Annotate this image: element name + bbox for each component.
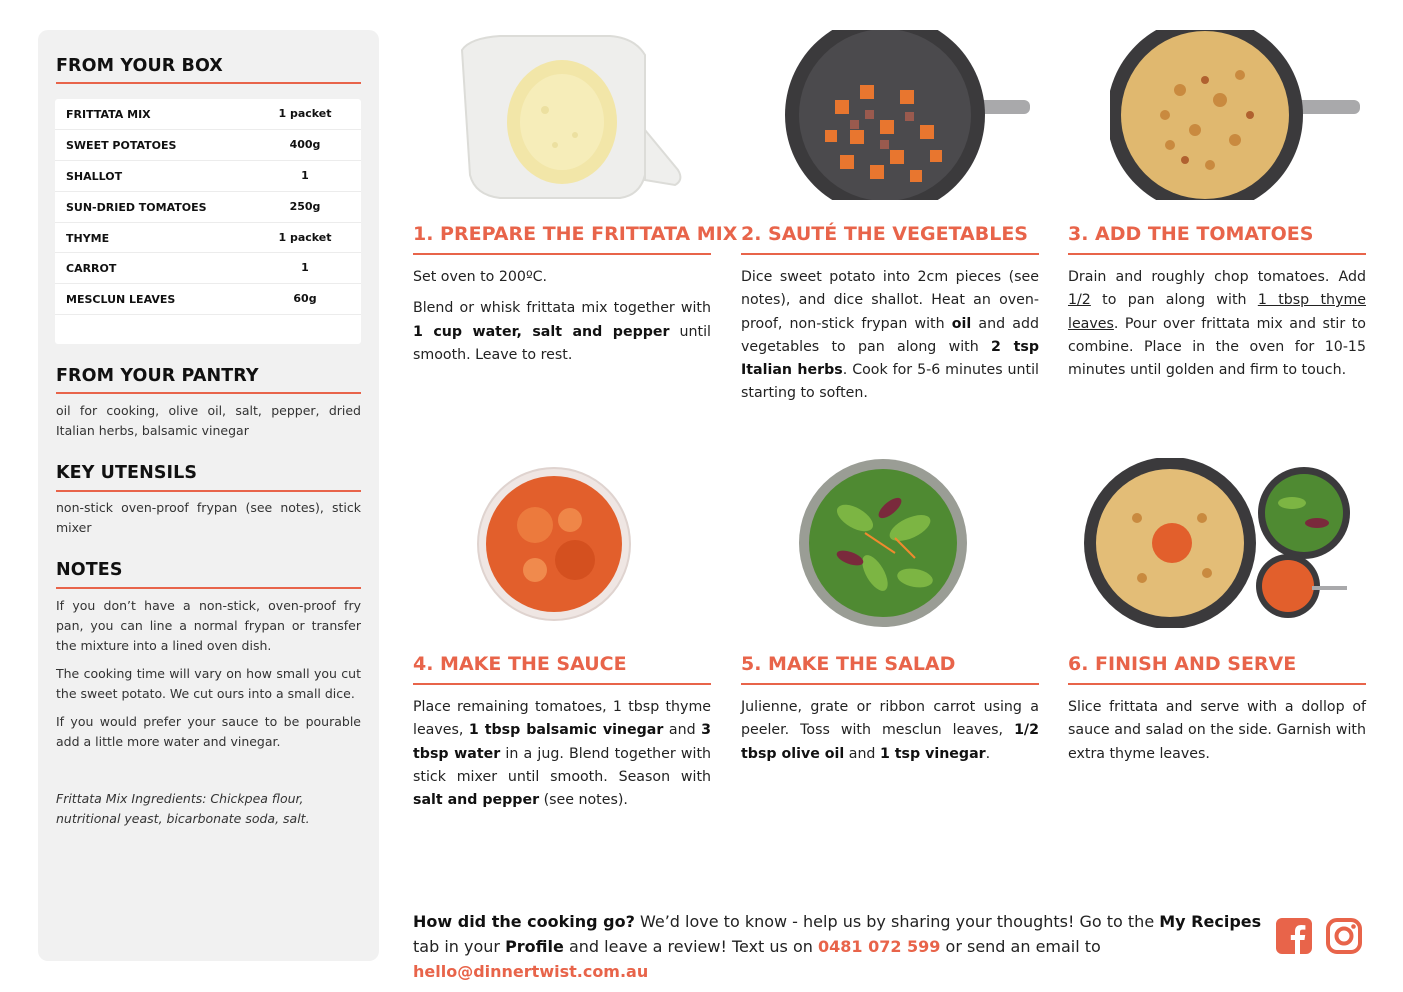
ingredient-name: CARROT [66, 262, 117, 276]
heading-divider [56, 587, 361, 589]
heading-divider [56, 82, 361, 84]
baked-frittata-pan-photo [1110, 30, 1360, 200]
step-4-body [413, 696, 711, 820]
table-row [55, 284, 361, 315]
table-row [55, 161, 361, 192]
ingredient-qty: 60g [293, 292, 317, 306]
step-divider [413, 253, 711, 255]
phone-number-link[interactable]: 0481 072 599 [817, 937, 941, 956]
feedback-question: How did the cooking go? [413, 912, 635, 931]
box-ingredients-table [55, 99, 361, 344]
heading-divider [56, 392, 361, 394]
step-divider [1068, 683, 1366, 685]
ingredient-qty: 1 [301, 168, 309, 182]
table-row [55, 253, 361, 284]
step-5-body [741, 696, 1039, 774]
step-text: Dice sweet potato into 2cm pieces (see notes), and dice shallot. Heat an oven-proof, non-stick frypan with oil and add vegetables to pan along with 2 tsp Italian herbs. Cook for 5-6 minutes until starting to soften. [741, 269, 1039, 402]
from-your-box-heading: FROM YOUR BOX [56, 56, 223, 76]
step-text: Set oven to 200ºC. [413, 269, 548, 285]
profile-link[interactable]: Profile [505, 937, 564, 956]
ingredient-name: MESCLUN LEAVES [66, 293, 176, 307]
frittata-mix-ingredients: Frittata Mix Ingredients: Chickpea flour, nutritional yeast, bicarbonate soda, salt. [56, 791, 310, 826]
ingredient-qty: 1 packet [278, 107, 332, 120]
ingredients-panel [38, 30, 379, 961]
step-divider [413, 683, 711, 685]
step-6-title: 6. FINISH AND SERVE [1068, 653, 1297, 675]
ingredient-name: SHALLOT [66, 169, 123, 183]
step-2-title: 2. SAUTÉ THE VEGETABLES [741, 223, 1028, 245]
notes-text [56, 596, 361, 760]
ingredient-qty: 250g [289, 199, 321, 213]
step-divider [741, 683, 1039, 685]
step-text: Drain and roughly chop tomatoes. Add 1/2 to pan along with 1 tbsp thyme leaves. Pour over frittata mix and stir to combine. Place in the oven for 10-15 minutes until golden and firm to touch. [1068, 269, 1366, 379]
utensils-heading: KEY UTENSILS [56, 463, 198, 483]
step-1-body [413, 266, 711, 375]
my-recipes-tab-link[interactable]: My Recipes [1159, 912, 1262, 931]
step-text: Slice frittata and serve with a dollop of sauce and salad on the side. Garnish with extra thyme leaves. [1068, 699, 1366, 762]
feedback-footer: How did the cooking go? We’d love to know - help us by sharing your thoughts! Go to the My Recipes tab in your Profile and leave a review! Text us on 0481 072 599 or send an email to hello@dinnertwist.com.au [413, 912, 1262, 981]
step-divider [741, 253, 1039, 255]
heading-divider [56, 490, 361, 492]
notes-heading: NOTES [56, 560, 123, 580]
sauteed-vegetables-pan-photo [780, 30, 1030, 200]
utensils-text: non-stick oven-proof frypan (see notes), stick mixer [56, 500, 361, 535]
step-5-title: 5. MAKE THE SALAD [741, 653, 956, 675]
table-row [55, 192, 361, 223]
ingredient-name: SWEET POTATOES [66, 138, 177, 152]
pantry-heading: FROM YOUR PANTRY [56, 366, 259, 386]
ingredient-qty: 1 packet [278, 230, 332, 244]
table-row [55, 223, 361, 254]
ingredient-name: FRITTATA MIX [66, 108, 151, 121]
table-row [55, 130, 361, 161]
step-text: Julienne, grate or ribbon carrot using a peeler. Toss with mesclun leaves, 1/2 tbsp olive oil and 1 tsp vinegar. [741, 699, 1039, 762]
ingredient-qty: 1 [301, 261, 309, 275]
note-paragraph: If you would prefer your sauce to be pourable add a little more water and vinegar. [56, 714, 361, 749]
step-2-body [741, 266, 1039, 414]
ingredient-name: THYME [66, 231, 110, 245]
step-3-title: 3. ADD THE TOMATOES [1068, 223, 1314, 245]
step-3-body [1068, 266, 1366, 390]
salad-bowl-photo [795, 458, 975, 628]
step-divider [1068, 253, 1366, 255]
step-1-title: 1. PREPARE THE FRITTATA MIX [413, 223, 738, 245]
note-paragraph: If you don’t have a non-stick, oven-proof fry pan, you can line a normal frypan or transfer the mixture into a lined oven dish. [56, 598, 361, 653]
email-link[interactable]: hello@dinnertwist.com.au [413, 962, 649, 981]
pantry-text: oil for cooking, olive oil, salt, pepper, dried Italian herbs, balsamic vinegar [56, 403, 361, 438]
table-row [55, 99, 361, 130]
frittata-mix-jug-photo [440, 30, 690, 200]
step-4-title: 4. MAKE THE SAUCE [413, 653, 627, 675]
note-paragraph: The cooking time will vary on how small you cut the sweet potato. We cut ours into a small dice. [56, 666, 361, 701]
facebook-icon[interactable] [1275, 917, 1313, 955]
finished-dish-photo [1082, 458, 1352, 628]
ingredient-qty: 400g [289, 137, 321, 151]
tomato-sauce-bowl-photo [475, 460, 635, 630]
step-text: Place remaining tomatoes, 1 tbsp thyme leaves, 1 tbsp balsamic vinegar and 3 tbsp water in a jug. Blend together with stick mixer until smooth. Season with salt and pepper (see notes). [413, 699, 711, 809]
instagram-icon[interactable] [1325, 917, 1363, 955]
ingredient-name: SUN-DRIED TOMATOES [66, 200, 207, 214]
step-text: Blend or whisk frittata mix together with 1 cup water, salt and pepper until smooth. Leave to rest. [413, 300, 711, 363]
step-6-body [1068, 696, 1366, 774]
